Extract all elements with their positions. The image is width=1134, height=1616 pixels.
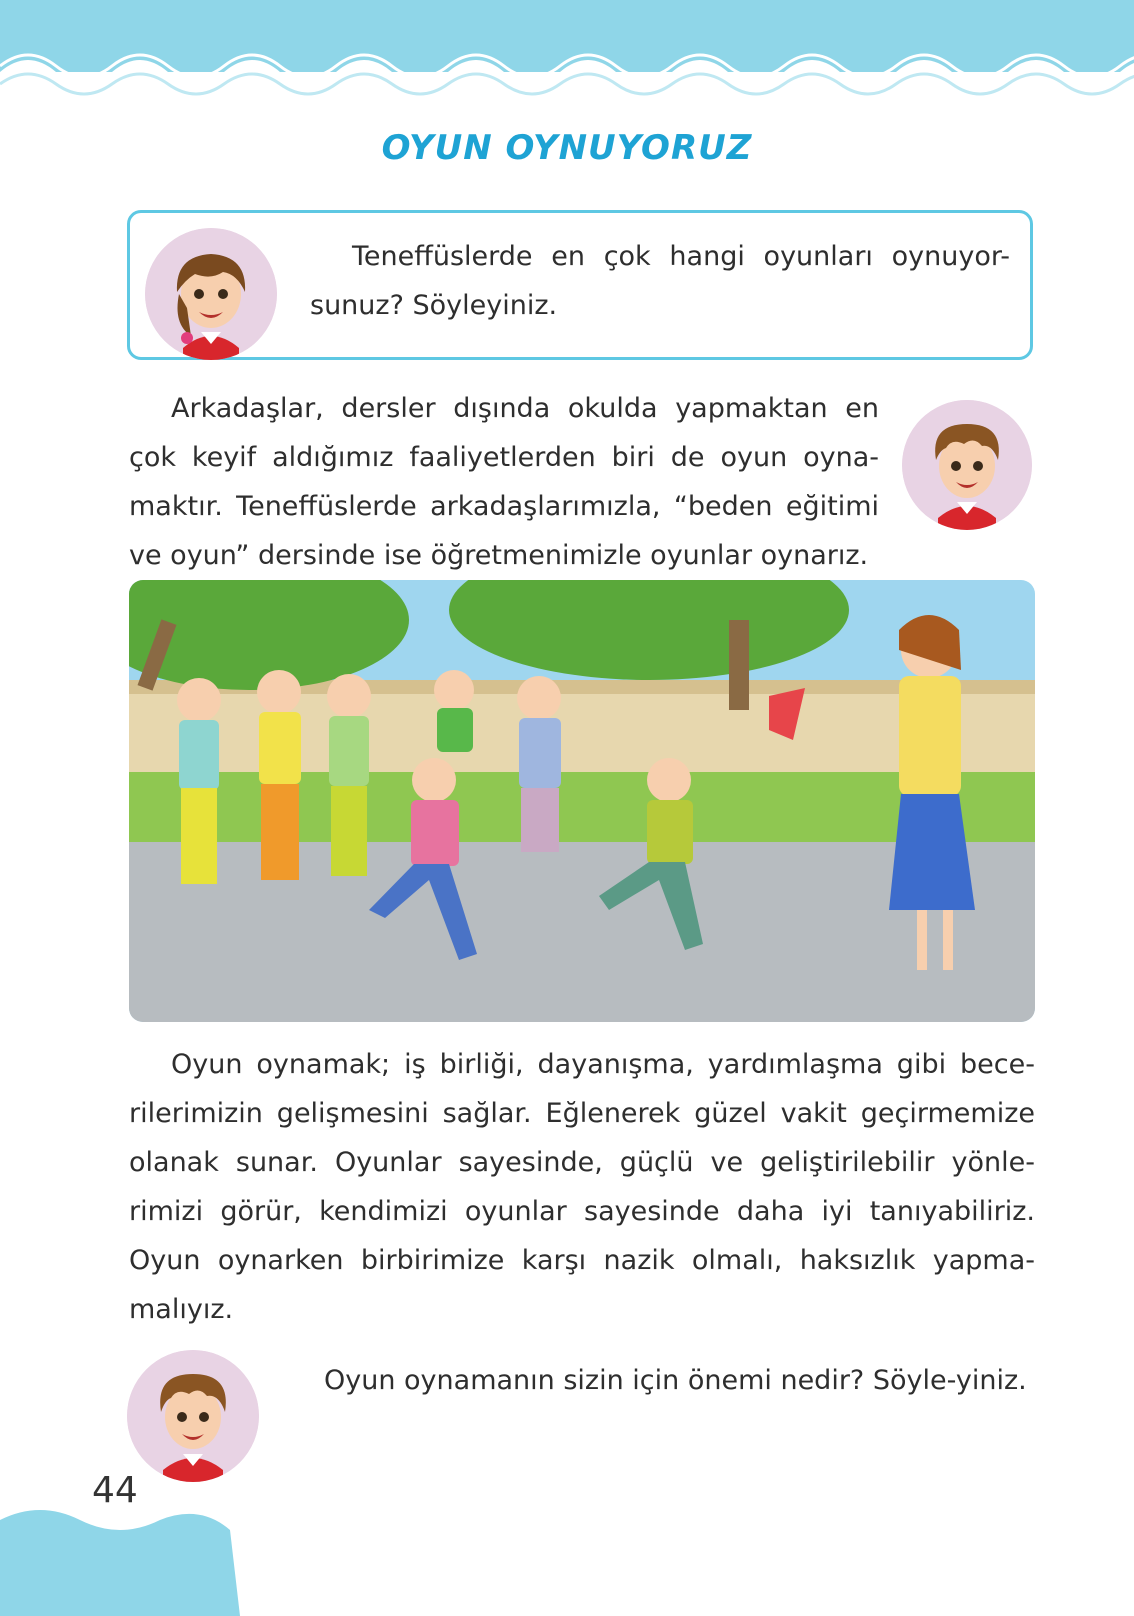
page-title: OYUN OYNUYORUZ bbox=[381, 128, 753, 168]
paragraph-1: Arkadaşlar, dersler dışında okulda yapmaktan en çok keyif aldığımız faaliyetlerden biri de oyun oyna-maktır. Teneffüslerde arkadaşlarımızla, “beden eğitimi ve oyun” dersinde ise öğretmenimizle oyunlar oynarız. bbox=[129, 393, 879, 571]
question-bottom: Oyun oynamanın sizin için önemi nedir? Söyle-yiniz. bbox=[324, 1365, 1027, 1396]
paragraph-2: Oyun oynamak; iş birliği, dayanışma, yardımlaşma gibi bece-rilerimizin gelişmesini sağlar. Eğlenerek güzel vakit geçirmemize olanak sunar. Oyunlar sayesinde, güçlü ve geliştirilebilir yönle-rimizi görür, kendimizi oyunlar sayesinde daha iyi tanıyabiliriz. Oyun oynarken birbirimize karşı nazik olmalı, haksızlık yapma-malıyız. bbox=[129, 1049, 1035, 1325]
question-top: Teneffüslerde en çok hangi oyunları oynuyor-sunuz? Söyleyiniz. bbox=[310, 241, 1010, 321]
boy-avatar-icon bbox=[127, 1350, 259, 1482]
top-wave-decoration bbox=[0, 0, 1134, 110]
page-number: 44 bbox=[92, 1470, 138, 1511]
playground-illustration bbox=[129, 580, 1035, 1022]
boy-avatar-icon bbox=[902, 400, 1032, 530]
girl-avatar-icon bbox=[145, 228, 277, 360]
